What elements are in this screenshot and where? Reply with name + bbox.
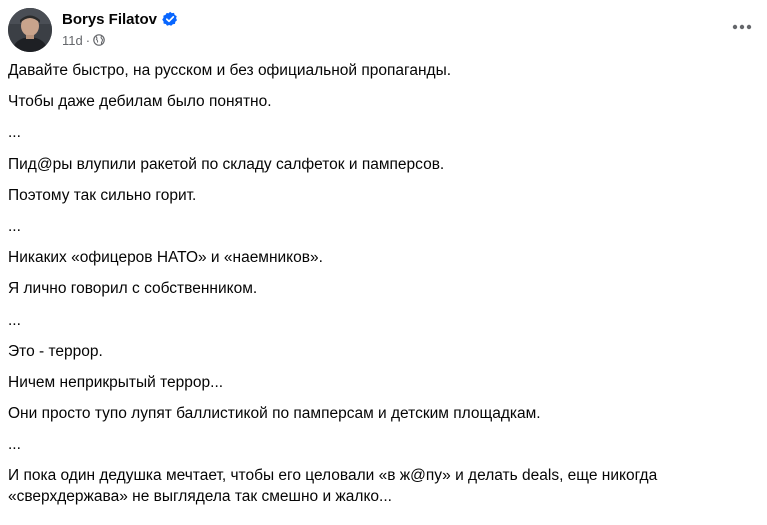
post-line: Ничем неприкрытый террор... (8, 373, 224, 391)
post-line: ... (8, 124, 21, 142)
post-line: И пока один дедушка мечтает, чтобы его целовали «в ж@пу» и делать deals, еще никогда «сверхдержава» не выглядела так смешно и жалко... (8, 467, 658, 506)
author-avatar[interactable] (8, 8, 52, 52)
post-line: Чтобы даже дебилам было понятно. (8, 93, 272, 111)
avatar-photo (8, 8, 52, 52)
more-options-button[interactable] (729, 14, 755, 40)
post-line: Пид@ры влупили ракетой по складу салфеток и памперсов. (8, 155, 445, 173)
globe-icon[interactable] (93, 34, 105, 46)
author-info (62, 8, 178, 50)
post-line: Поэтому так сильно горит. (8, 186, 197, 204)
post-line: ... (8, 311, 21, 329)
author-row (62, 8, 178, 30)
post-line: Это - террор. (8, 342, 103, 360)
post-text (8, 60, 755, 518)
post-line: Никаких «офицеров НАТО» и «наемников». (8, 249, 323, 267)
post-timestamp[interactable]: 11d (62, 32, 83, 48)
post-header (8, 6, 759, 54)
author-name[interactable]: Borys Filatov (62, 10, 158, 28)
post-line: ... (8, 217, 21, 235)
verified-badge-icon (162, 11, 178, 27)
more-horizontal-icon (732, 24, 752, 30)
post-meta (62, 30, 178, 50)
post-line: Я лично говорил с собственником. (8, 280, 258, 298)
post-line: Давайте быстро, на русском и без официальной пропаганды. (8, 62, 452, 79)
meta-separator: · (85, 32, 91, 48)
post-line: ... (8, 436, 21, 454)
post-line: Они просто тупо лупят баллистикой по памперсам и детским площадкам. (8, 405, 541, 423)
